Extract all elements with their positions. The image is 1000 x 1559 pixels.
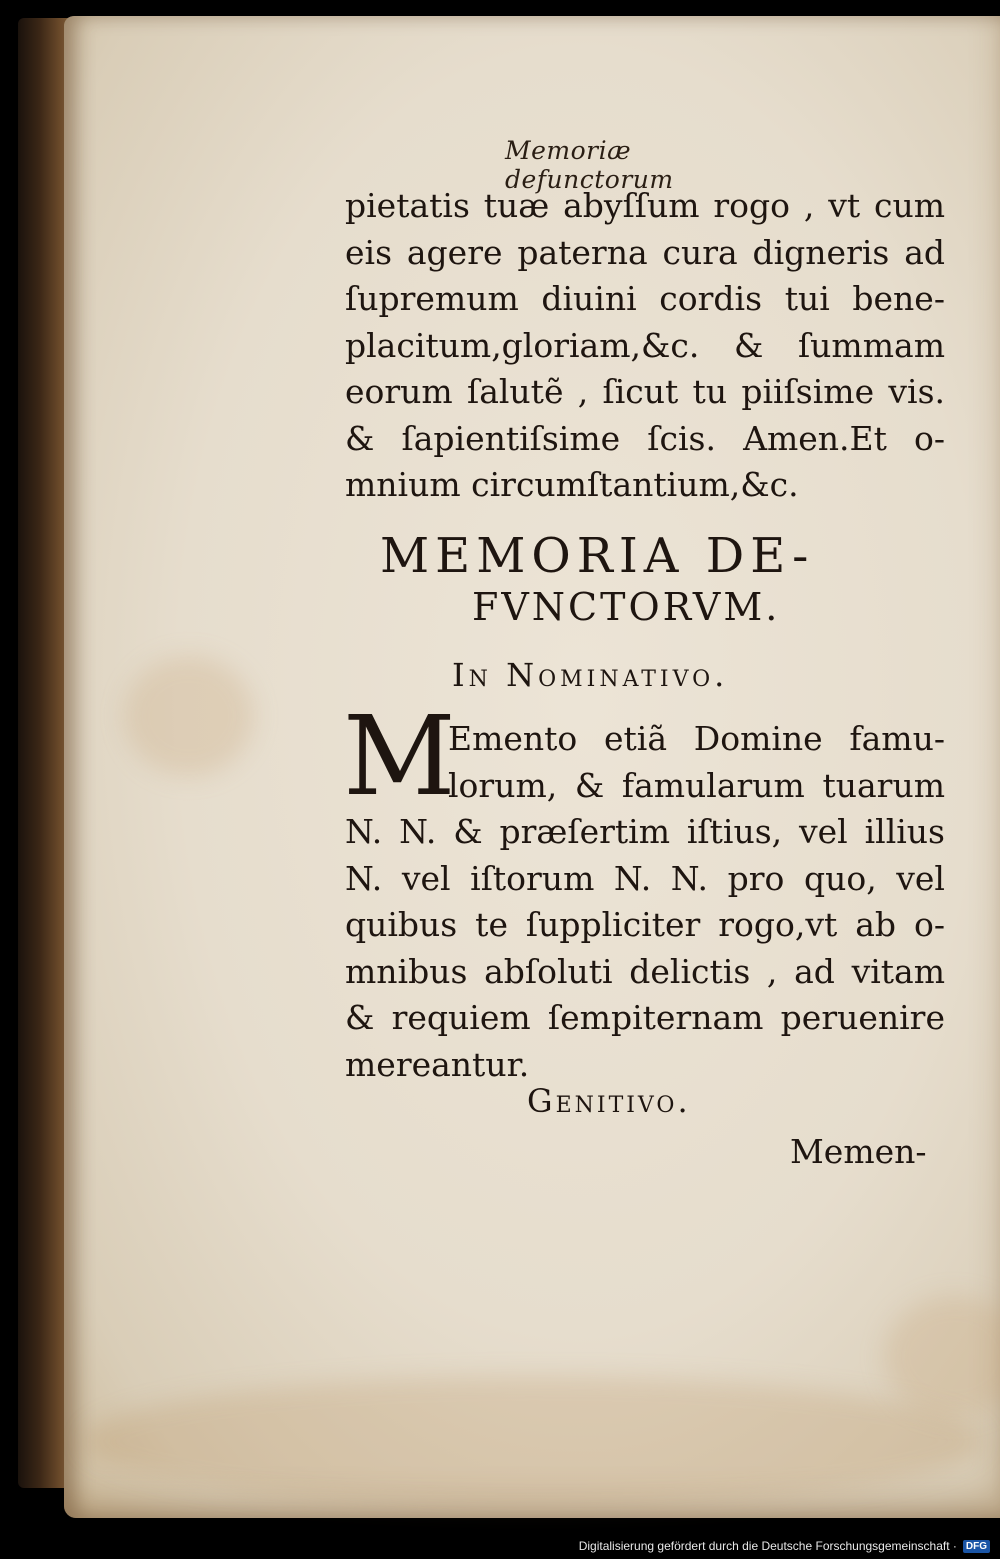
text-line: Emento etiã Domine famu-: [448, 719, 945, 758]
title-line-1: MEMORIA DE-: [380, 528, 815, 584]
text-line: mereantur.: [345, 1044, 530, 1084]
text-line: pietatis tuæ abyſſum rogo , vt cum: [345, 186, 945, 225]
text-line: placitum,gloriam,&c. & ſummam: [345, 325, 945, 365]
catchword: Memen-: [790, 1132, 927, 1171]
section-genitivo: Genitivo.: [527, 1082, 691, 1120]
footer-text: Digitalisierung gefördert durch die Deutsche Forschungsgemeinschaft ·: [578, 1539, 957, 1553]
section-title: [380, 528, 900, 630]
text-line: quibus te ſuppliciter rogo,vt ab o-: [345, 905, 945, 944]
paper-stain: [884, 1296, 1000, 1416]
text-line: N. vel iſtorum N. N. pro quo, vel: [345, 858, 945, 898]
subtitle-nominativo: In Nominativo.: [452, 656, 729, 694]
text-line: mnibus abſoluti delictis , ad vitam: [345, 951, 945, 991]
paper-stain: [84, 1376, 984, 1506]
text-line: N. N. & præſertim iſtius, vel illius: [345, 812, 945, 851]
text-paragraph-1: [345, 183, 945, 509]
text-paragraph-2: [345, 716, 945, 1088]
text-line: & requiem ſempiternam peruenire: [345, 998, 945, 1037]
paper-stain: [124, 656, 254, 776]
text-line: eis agere paterna cura digneris ad: [345, 232, 945, 272]
text-line: mnium circumſtantium,&c.: [345, 465, 799, 504]
footer-credit: [579, 1539, 990, 1553]
running-head: Memoriæ defunctorum: [505, 136, 674, 194]
text-line: ſupremum diuini cordis tui bene-: [345, 279, 945, 318]
title-line-2: FVNCTORVM.: [472, 585, 781, 629]
text-line: eorum ſalutẽ , ſicut tu piiſsime vis.: [345, 372, 945, 411]
text-line: & ſapientiſsime ſcis. Amen.Et o-: [345, 418, 945, 458]
text-line: lorum, & famularum tuarum: [448, 765, 945, 805]
drop-cap: M: [343, 692, 456, 820]
dfg-logo-icon: DFG: [963, 1540, 990, 1553]
